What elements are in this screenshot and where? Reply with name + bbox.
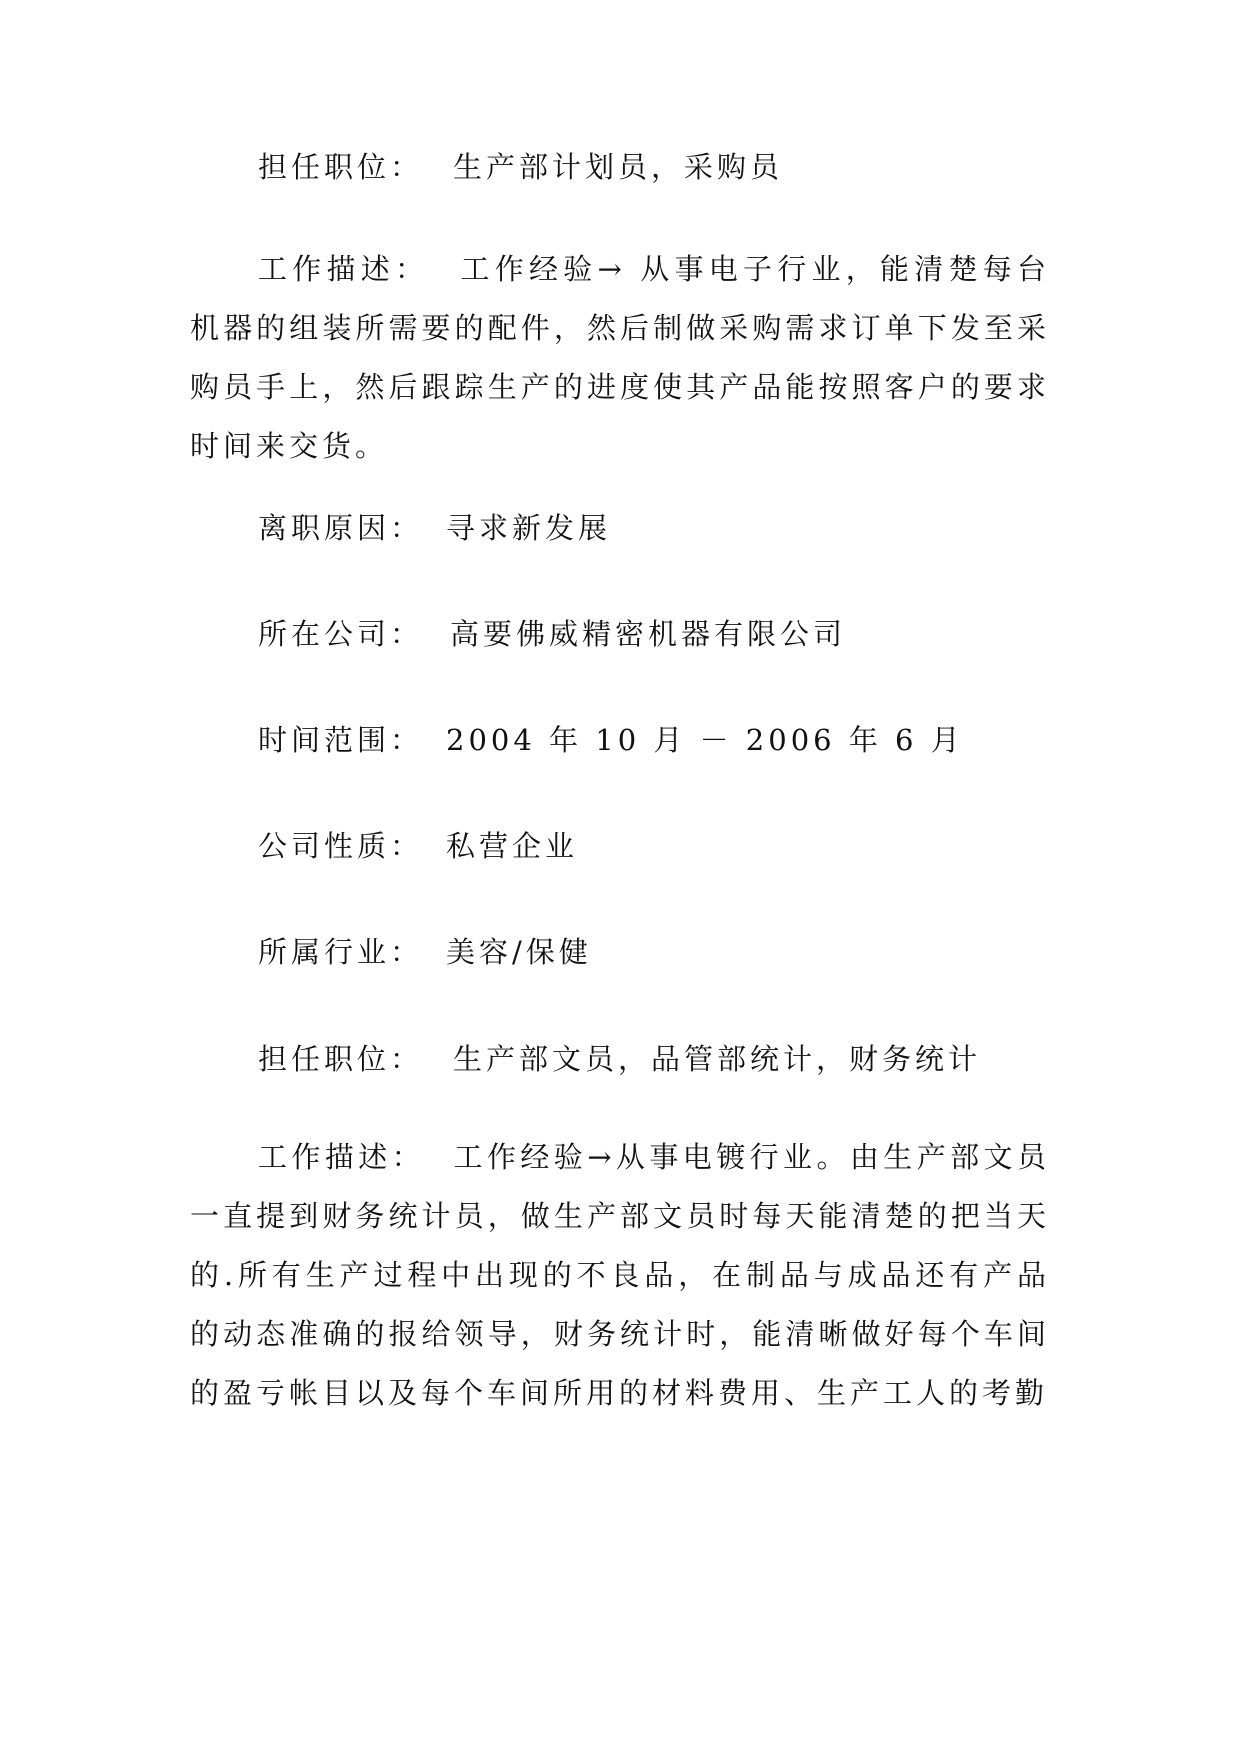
field-label: 时间范围： — [258, 723, 424, 757]
field-industry — [258, 932, 592, 972]
field-leave-reason — [258, 508, 612, 548]
field-label: 离职原因： — [258, 511, 424, 545]
field-value: 寻求新发展 — [446, 511, 612, 545]
field-label: 所属行业： — [258, 935, 424, 969]
description-label: 工作描述： — [258, 252, 430, 286]
field-label: 担任职位： — [258, 1042, 424, 1076]
description-text: 工作经验→从事电镀行业。由生产部文员一直提到财务统计员，做生产部文员时每天能清楚的把当天的.所有生产过程中出现的不良品，在制品与成品还有产品的动态准确的报给领导，财务统计时，能清晰做好每个车间的盈亏帐目以及每个车间所用的材料费用、生产工人的考勤 — [190, 1140, 1050, 1410]
field-company — [258, 614, 847, 654]
field-position-2 — [258, 1039, 982, 1079]
field-label: 所在公司： — [258, 617, 424, 651]
field-company-type — [258, 826, 579, 866]
field-value: 生产部计划员，采购员 — [453, 150, 784, 184]
description-text: 工作经验→ 从事电子行业，能清楚每台机器的组装所需要的配件，然后制做采购需求订单下发至采购员手上，然后跟踪生产的进度使其产品能按照客户的要求时间来交货。 — [190, 252, 1050, 463]
field-value: 高要佛威精密机器有限公司 — [450, 617, 847, 651]
work-description-2 — [190, 1128, 1050, 1423]
work-description-1 — [190, 240, 1050, 476]
description-label: 工作描述： — [258, 1140, 426, 1174]
field-value: 生产部文员，品管部统计，财务统计 — [453, 1042, 982, 1076]
field-value: 2004 年 10 月 － 2006 年 6 月 — [446, 723, 964, 757]
field-value: 私营企业 — [446, 829, 579, 863]
field-label: 公司性质： — [258, 829, 424, 863]
field-position-1 — [258, 147, 784, 187]
field-time-range — [258, 720, 964, 760]
field-label: 担任职位： — [258, 150, 424, 184]
field-value: 美容/保健 — [446, 935, 592, 969]
